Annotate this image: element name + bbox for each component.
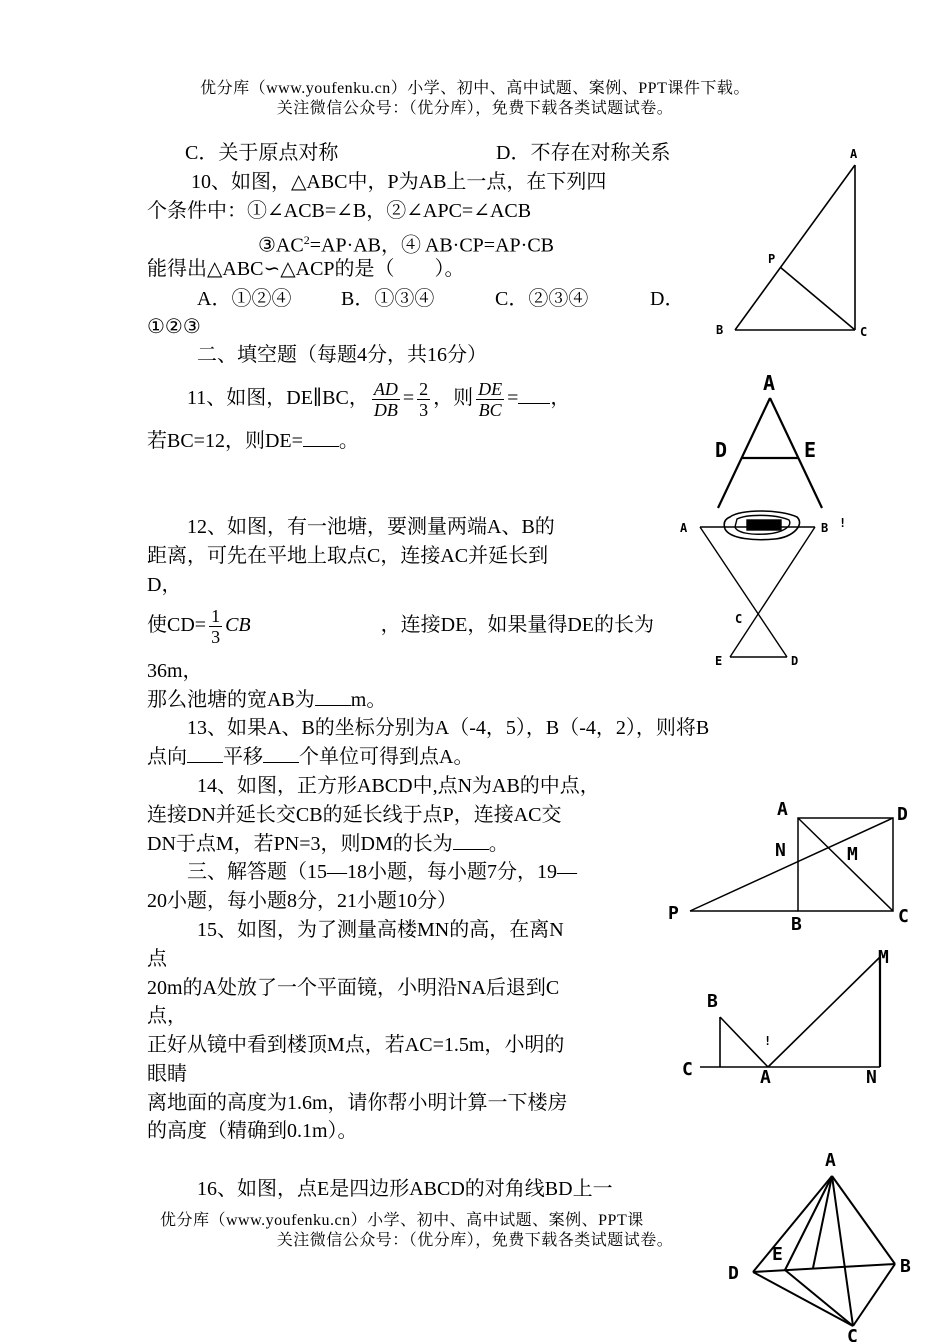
q15-line-8: 的高度（精确到0.1m）。 — [147, 1120, 358, 1142]
figure-q14-square — [665, 800, 920, 935]
q10-option-b: B．①③④ — [341, 288, 435, 310]
label-c: C — [735, 612, 743, 626]
seg-ac — [798, 818, 893, 911]
q15-line-5: 正好从镜中看到楼顶M点，若AC=1.5m，小明的 — [147, 1034, 565, 1056]
seg-ad — [753, 1176, 832, 1272]
figure-q16-quadrilateral — [725, 1148, 930, 1342]
label-c: C — [860, 325, 868, 339]
label-a: A — [760, 1067, 771, 1088]
label-a: A — [825, 1150, 836, 1171]
label-d: D — [897, 804, 908, 825]
pond-island — [747, 520, 781, 530]
seg-dc — [753, 1272, 853, 1326]
figure-q15-mirror — [680, 945, 910, 1090]
figure-q10-triangle — [700, 140, 900, 350]
label-e: E — [772, 1244, 783, 1265]
label-p: P — [768, 252, 776, 266]
q11-line-1: 11、如图，DE∥BC， $\frac{AD}{DB}$ = $\frac{2}{3}$ ，则 $\frac{DE}{BC}$ = ， — [187, 378, 571, 420]
seg-cb — [853, 1264, 895, 1326]
label-a: A — [680, 521, 688, 535]
q15-line-2: 点 — [147, 948, 167, 970]
q13-line-1: 13、如果A、B的坐标分别为A（-4，5），B（-4，2），则将B — [187, 717, 710, 739]
mirror-tick: ! — [764, 1034, 772, 1048]
q12-line-1: 12、如图，有一池塘，要测量两端A、B的 — [187, 516, 555, 538]
sight-am — [768, 957, 880, 1067]
seg-ab — [735, 165, 855, 330]
q12-line-6: 那么池塘的宽AB为 m。 — [147, 689, 387, 711]
seg-ac — [832, 1176, 853, 1326]
header-line-2: 关注微信公众号：（优分库），免费下载各类试题试卷。 — [276, 100, 674, 117]
label-c: C — [682, 1059, 693, 1080]
label-m: M — [847, 844, 858, 865]
label-b: B — [716, 323, 724, 337]
q11-line-2: 若BC=12，则DE= 。 — [147, 430, 359, 452]
label-a: A — [777, 799, 788, 820]
q14-line-2: 连接DN并延长交CB的延长线于点P，连接AC交 — [147, 804, 562, 826]
label-p: P — [668, 903, 679, 924]
q10-option-d: D． — [650, 288, 685, 310]
pond-mark: ! — [839, 516, 847, 530]
q10-option-d-value: ①②③ — [147, 316, 201, 338]
section-3-line-1: 三、解答题（15—18小题，每小题7分，19— — [187, 861, 577, 883]
footer-line-1: 优分库（www.youfenku.cn）小学、初中、高中试题、案例、PPT课 — [160, 1212, 644, 1229]
label-d: D — [791, 654, 799, 668]
q12-line-4: 使CD= $\frac{1}{3}$ CB ，连接DE，如果量得DE的长为 — [147, 605, 654, 647]
figure-q12-pond — [675, 505, 855, 675]
seg-a-bd — [813, 1176, 832, 1268]
q12-line-3: D， — [147, 574, 182, 596]
q15-line-1: 15、如图，为了测量高楼MN的高，在离N — [197, 919, 564, 941]
section-3-line-2: 20小题，每小题8分，21小题10分） — [147, 890, 457, 912]
q13-line-2: 点向 平移 个单位可得到点A。 — [147, 746, 474, 768]
label-d: D — [728, 1263, 739, 1284]
header-line-1: 优分库（www.youfenku.cn）小学、初中、高中试题、案例、PPT课件下载。 — [200, 80, 750, 97]
q14-line-1: 14、如图，正方形ABCD中,点N为AB的中点， — [197, 775, 600, 797]
label-c: C — [898, 906, 909, 927]
q10-option-c: C．②③④ — [495, 288, 589, 310]
label-a: A — [763, 371, 776, 395]
label-b: B — [900, 1256, 911, 1277]
q10-line-1: 10、如图，△ABC中，P为AB上一点，在下列四 — [191, 171, 607, 193]
label-b: B — [821, 521, 829, 535]
q15-line-6: 眼睛 — [147, 1063, 187, 1085]
sight-ba — [720, 1017, 768, 1067]
seg-pc — [780, 267, 855, 330]
q10-line-3: $③AC^2=AP\cdot AB$，④ AB·CP=AP·CB — [258, 233, 554, 257]
label-e: E — [804, 438, 817, 462]
seg-db — [753, 1264, 895, 1272]
q16-line-1: 16、如图，点E是四边形ABCD的对角线BD上一 — [197, 1178, 613, 1200]
seg-ab — [832, 1176, 895, 1264]
q9-option-c: C．关于原点对称 — [185, 142, 339, 164]
section-2-title: 二、填空题（每题4分，共16分） — [197, 344, 487, 366]
label-b: B — [791, 914, 802, 935]
label-m: M — [878, 947, 889, 968]
q10-option-a: A．①②④ — [197, 288, 292, 310]
q15-line-3: 20m的A处放了一个平面镜，小明沿NA后退到C — [147, 977, 560, 999]
footer-line-2: 关注微信公众号：（优分库），免费下载各类试题试卷。 — [276, 1232, 674, 1249]
q12-line-5: 36m， — [147, 660, 203, 682]
q15-line-7: 离地面的高度为1.6m，请你帮小明计算一下楼房 — [147, 1092, 568, 1114]
q15-line-4: 点， — [147, 1005, 187, 1027]
label-n: N — [775, 840, 786, 861]
q10-line-4: 能得出△ABC∽△ACP的是（ ）。 — [147, 258, 465, 280]
figure-q11-triangle — [710, 370, 830, 515]
q14-line-3: DN于点M，若PN=3，则DM的长为 。 — [147, 833, 509, 855]
label-a: A — [850, 147, 858, 161]
q9-option-d: D．不存在对称关系 — [496, 142, 671, 164]
label-n: N — [866, 1067, 877, 1088]
label-b: B — [707, 991, 718, 1012]
label-c: C — [847, 1326, 858, 1342]
q10-line-2: 个条件中：①∠ACB=∠B，②∠APC=∠ACB — [147, 200, 532, 222]
seg-ec — [785, 1270, 853, 1326]
seg-pd — [690, 818, 893, 911]
label-e: E — [715, 654, 723, 668]
q12-line-2: 距离，可先在平地上取点C，连接AC并延长到 — [147, 545, 549, 567]
label-d: D — [715, 438, 728, 462]
